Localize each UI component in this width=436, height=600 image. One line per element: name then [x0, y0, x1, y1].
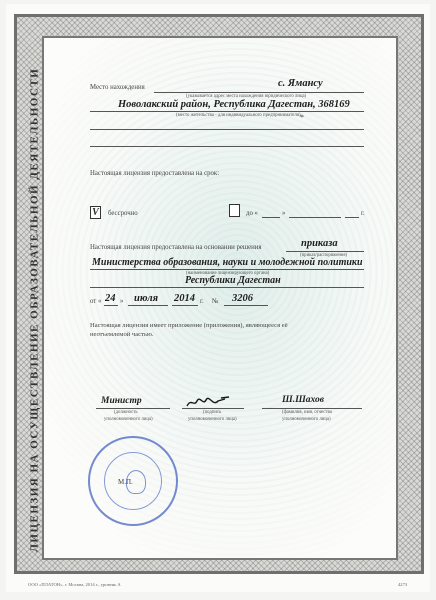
- until-label: до «: [246, 210, 258, 217]
- signatory-position: Министр: [101, 396, 142, 406]
- number-line: [224, 305, 268, 306]
- org-name-line-1: Министерства образования, науки и молодежной политики: [92, 257, 363, 268]
- position-hint-1: (должность: [114, 410, 138, 415]
- position-hint-2: уполномоченного лица): [104, 417, 153, 422]
- org-line-2: [90, 287, 364, 288]
- day-close: »: [120, 298, 124, 305]
- location-hint-1: (указывается адрес места нахождения юридического лица): [186, 94, 307, 99]
- month-line: [128, 305, 168, 306]
- handwritten-signature: [185, 395, 235, 409]
- printer-footer: ООО «ПЛАТОН», г. Москва, 2014 г., уровень А: [28, 582, 121, 587]
- annex-text-2: неотъемлемой частью.: [90, 331, 154, 338]
- name-hint-1: (фамилия, имя, отчество: [282, 410, 333, 415]
- official-seal: [88, 436, 178, 526]
- signatory-name: Ш.Шахов: [282, 395, 325, 405]
- vertical-title: [20, 60, 48, 560]
- until-year-line: [345, 217, 359, 218]
- vertical-title-text: ЛИЦЕНЗИЯ НА ОСУЩЕСТВЛЕНИЕ ОБРАЗОВАТЕЛЬНОЙ ДЕЯТЕЛЬНОСТИ: [28, 67, 40, 553]
- annex-text-1: Настоящая лицензия имеет приложение (приложения), являющееся её: [90, 322, 288, 329]
- indefinite-checkbox: V: [90, 206, 101, 219]
- until-close: »: [282, 210, 286, 217]
- location-value-1: с. Ямансу: [278, 78, 323, 89]
- until-day-line: [262, 217, 280, 218]
- org-hint: (наименование лицензирующего органа): [186, 271, 270, 276]
- form-number: 4273: [398, 582, 408, 587]
- doc-type: приказа: [301, 238, 338, 249]
- until-checkbox: [229, 204, 240, 217]
- name-line: [262, 408, 362, 409]
- name-hint-2: уполномоченного лица): [282, 417, 331, 422]
- decision-month: июля: [134, 293, 159, 304]
- location-line-1: [154, 92, 364, 93]
- seal-place-mark: М.П.: [118, 478, 133, 486]
- decision-number: 3206: [232, 293, 253, 304]
- location-mark: *: [300, 113, 304, 122]
- location-value-2: Новолакский район, Республика Дагестан, 368169: [118, 99, 350, 110]
- basis-label: Настоящая лицензия предоставлена на основании решения: [90, 244, 262, 251]
- org-line-1: [90, 269, 364, 270]
- doc-type-line: [286, 251, 364, 252]
- org-name-line-2: Республики Дагестан: [185, 275, 281, 286]
- location-line-2: [90, 111, 364, 112]
- location-label: Место нахождения: [90, 84, 145, 91]
- year-label: г.: [200, 298, 204, 305]
- location-line-4: [90, 146, 364, 147]
- signature-hint-2: уполномоченного лица): [188, 417, 237, 422]
- location-line-3: [90, 129, 364, 130]
- position-line: [96, 408, 170, 409]
- location-hint-2: (место жительства - для индивидуального предпринимателя): [176, 113, 301, 118]
- signature-line: [182, 408, 244, 409]
- number-label: №: [212, 298, 219, 305]
- until-year-suffix: г.: [361, 210, 365, 217]
- term-label: Настоящая лицензия предоставлена на срок:: [90, 170, 220, 177]
- doc-type-hint: (приказ/распоряжение): [300, 253, 348, 258]
- date-from-label: от «: [90, 298, 102, 305]
- until-month-line: [289, 217, 341, 218]
- indefinite-label: бессрочно: [108, 210, 138, 217]
- day-line: [104, 305, 118, 306]
- decision-day: 24: [105, 293, 116, 304]
- signature-hint-1: (подпись: [203, 410, 222, 415]
- decision-year: 2014: [174, 293, 195, 304]
- year-line: [172, 305, 198, 306]
